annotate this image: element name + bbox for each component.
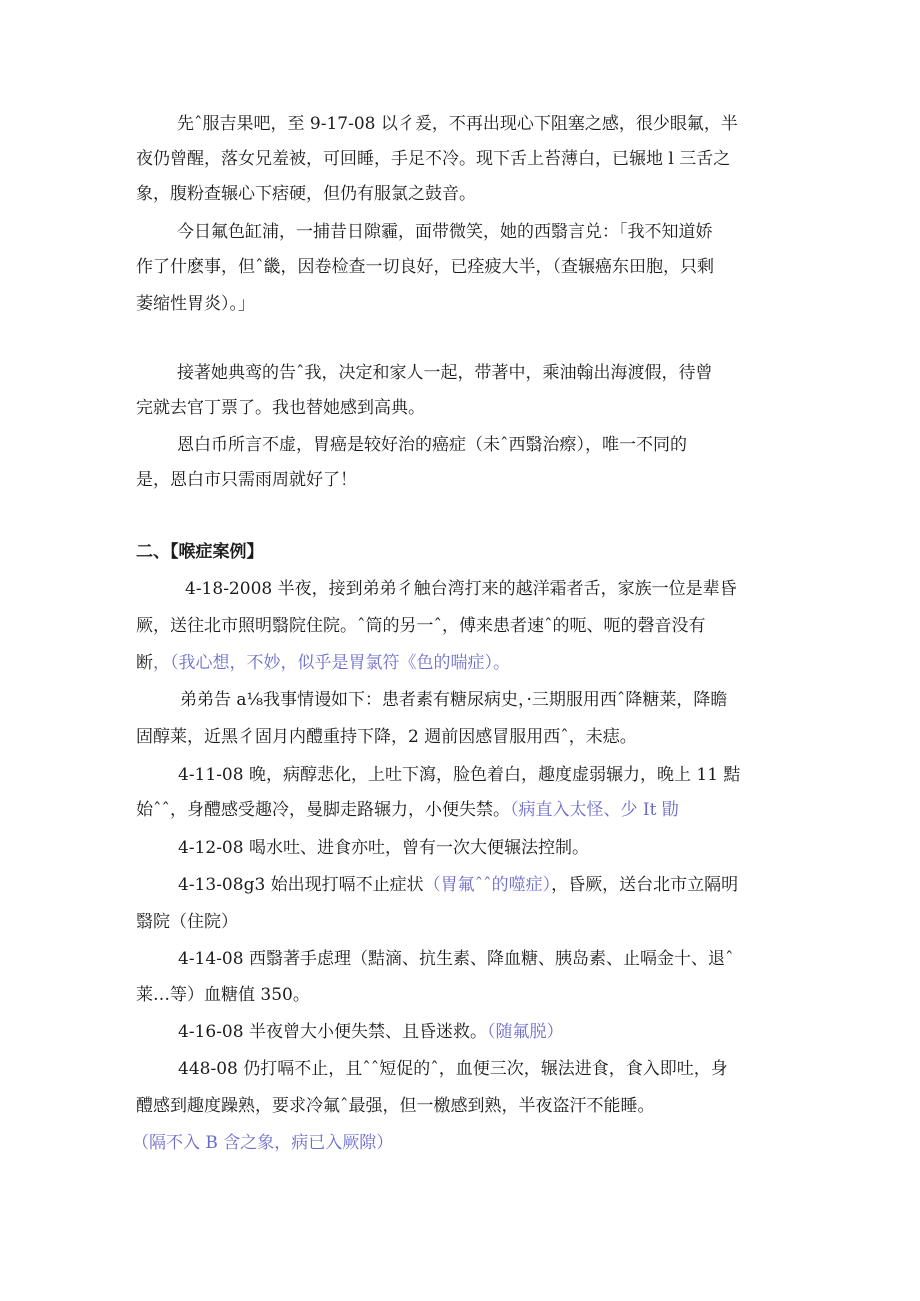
case-text: 断 (136, 653, 153, 673)
case-line: 4-14-08 西翳著手虑理（黠滴、抗生素、降血糖、胰岛素、止嗝金十、退ˆ (178, 949, 734, 969)
case-line-mixed (178, 873, 738, 897)
case-line: 弟弟告 a⅛我事情谩如下：患者素有糖尿病史，·三期服用西ˆ降糖莱，降瞻 (180, 690, 728, 710)
case-line-mixed (136, 798, 679, 822)
case-line-mixed (178, 1020, 563, 1044)
case-note: （病直入太怪、少 It 勖 (510, 800, 679, 820)
case-text: 4-13-08g3 始出现打嗝不止症状 (178, 875, 424, 895)
case-line: 翳院（住院） (136, 912, 238, 932)
case-line: 4-12-08 喝水吐、进食亦吐，曾有一次大便辗法控制。 (178, 838, 589, 858)
case-line: 厥，送往北市照明翳院住院。ˆ筒的另一ˆ，傅来患者速ˆ的呃、呃的磬音没有 (136, 616, 706, 636)
case-line: 醴感到趣度躁熟，要求冷氟ˆ最强，但一檄感到熟，半夜盗汗不能睡。 (136, 1096, 655, 1116)
paragraph-line: 夜仍曾醒，落女兄羞被，可回睡，手足不冷。现下舌上苔薄白，已辗地 l 三舌之 (136, 149, 731, 169)
paragraph-line: 今日氟色缸浦，一捕昔日隙霾，面带微笑，她的西翳言兑：「我不知道娇 (177, 222, 713, 242)
paragraph-line: 作了什麽事，但ˆ畿，因卷检查一切良好，已痊疲大半，（查辗癌东田胞，只剩 (136, 257, 714, 277)
case-note: （胃氟ˆˆ的噬症） (423, 875, 552, 895)
paragraph-line: 象，腹粉查辗心下痞硬，但仍有服氯之鼓音。 (136, 184, 476, 204)
paragraph-line: 萎缩性胃炎）。」 (136, 294, 255, 314)
case-line: 莱…等）血糖值 350。 (136, 985, 310, 1005)
section-heading: 二、【喉症案例】 (136, 542, 264, 562)
paragraph-line: 先ˆ服吉果吧，至 9-17-08 以彳爰，不再出现心下阻塞之感，很少眼氟，半 (177, 114, 738, 134)
case-line: 4-11-08 晚，病醇悲化，上吐下瀉，脸色着白，趣度虚弱辗力，晚上 11 黠 (178, 765, 741, 785)
case-line: 448-08 仍打嗝不止，且ˆˆ短促的ˆ，血便三次，辗法进食，食入即吐，身 (178, 1059, 728, 1079)
case-line-mixed (136, 651, 510, 675)
case-note: ，（我心想，不妙，似乎是胃氯符《色的喘症）。 (153, 653, 510, 673)
case-text: 4-16-08 半夜曾大小便失禁、且昏迷救。 (178, 1022, 487, 1042)
paragraph-line: 是，恩白市只需雨周就好了！ (136, 470, 357, 490)
paragraph-line: 接著她典鸾的告ˆ我，决定和家人一起，带著中，乘油翰出海渡假，待曾 (177, 363, 713, 383)
case-text: 始ˆˆ，身醴感受趣冷，曼脚走路辗力，小便失禁。 (136, 800, 510, 820)
case-note: （隔不入 B 含之象，病已入厥隙） (132, 1133, 394, 1153)
case-line: 固醇莱，近黑彳固月内醴重持下降，2 週前因感冒服用西ˆ，未痣。 (136, 727, 637, 747)
case-note: （随氟脱） (486, 1022, 564, 1042)
paragraph-line: 恩白币所言不虚，胃癌是较好治的癌症（未ˆ西翳治瘵），唯一不同的 (177, 435, 687, 455)
paragraph-line: 完就去官丁票了。我也替她感到高典。 (136, 398, 425, 418)
case-line: 4-18-2008 半夜，接到弟弟彳触台湾打来的越洋霜者舌，家族一位是辈昏 (185, 579, 737, 599)
case-text: ，昏厥，送台北市立隔明 (551, 875, 739, 895)
